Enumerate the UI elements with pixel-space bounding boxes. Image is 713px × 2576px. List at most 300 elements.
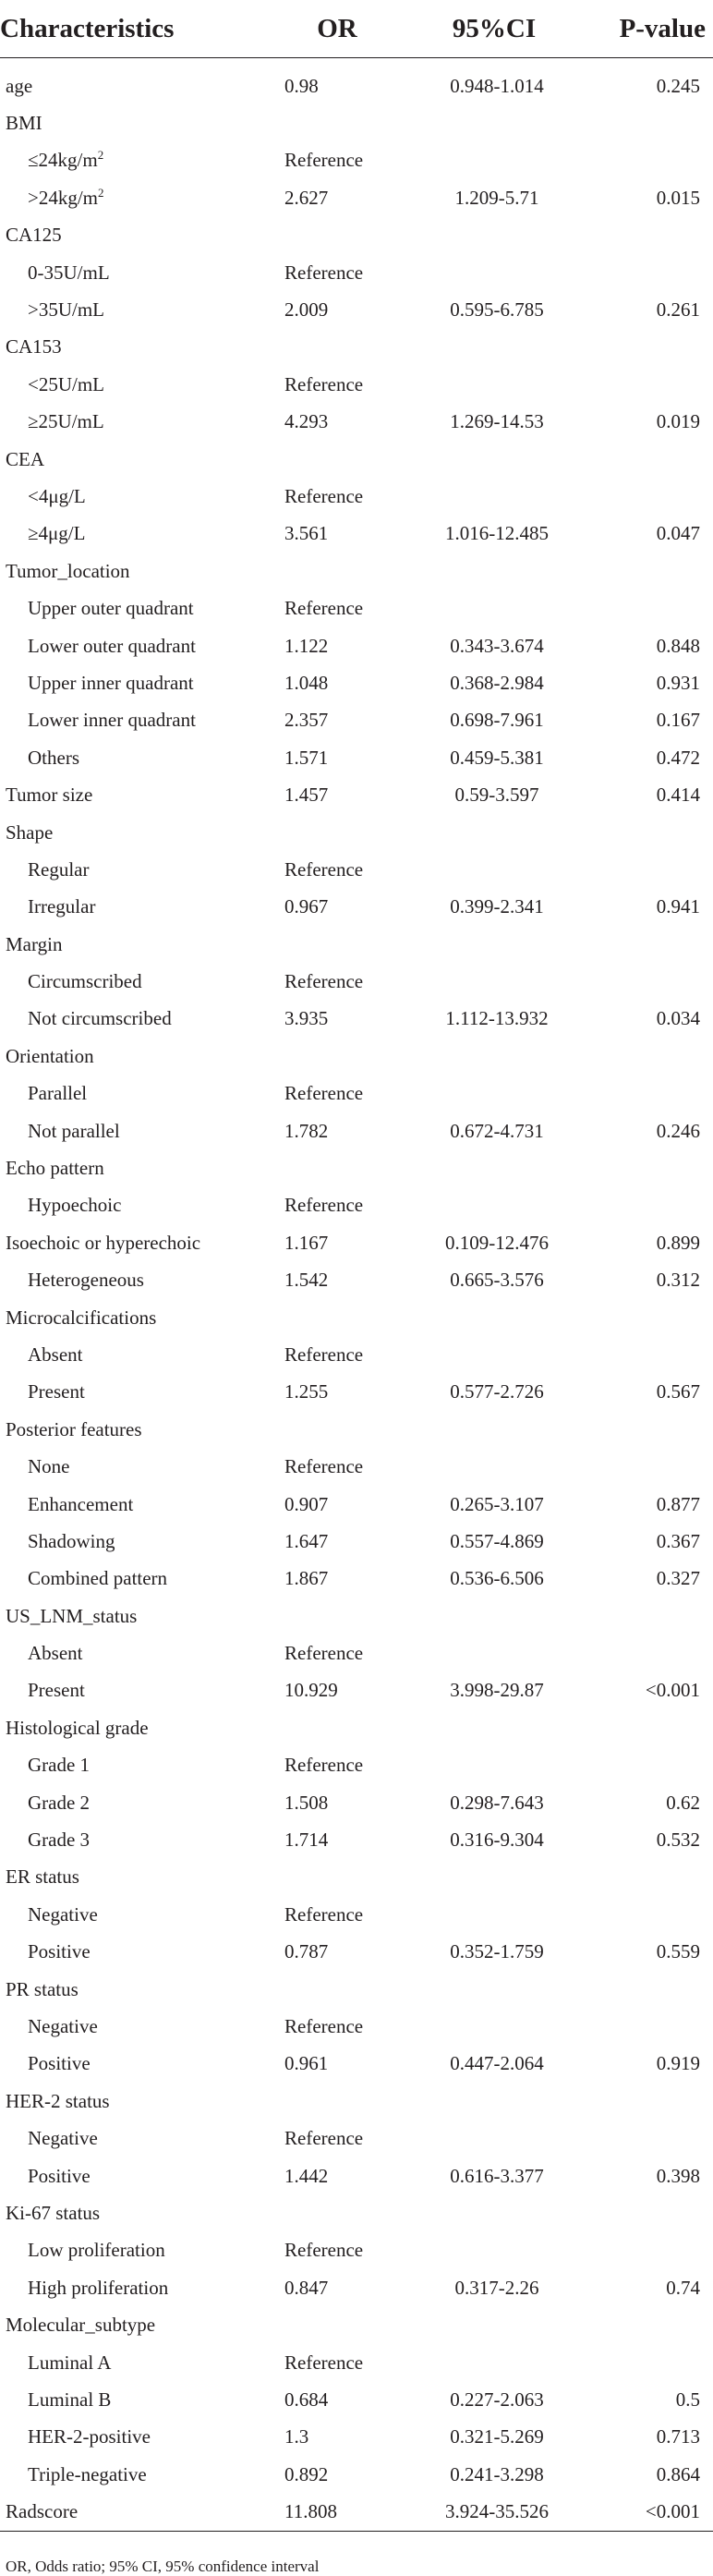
table-row (0, 179, 713, 216)
row-p-value: 0.567 (656, 1380, 700, 1403)
characteristic-label: Microcalcifications (6, 1306, 157, 1329)
table-row (0, 889, 713, 926)
row-or-value: 0.961 (284, 2052, 329, 2075)
row-ci-value: 0.616-3.377 (450, 2164, 544, 2187)
row-p-value: 0.532 (656, 1829, 700, 1852)
row-characteristic (0, 2232, 268, 2269)
table-row (0, 702, 713, 739)
table-row (0, 2232, 713, 2269)
table-row (0, 2194, 713, 2231)
row-p-value (582, 1747, 713, 1784)
table-row (0, 2083, 713, 2120)
row-p-value: <0.001 (582, 2493, 713, 2531)
characteristic-label: >35U/mL (28, 298, 105, 322)
row-ci-value: 1.209-5.71 (454, 186, 539, 209)
row-or-value: Reference (284, 2127, 364, 2150)
row-p-value: 0.019 (656, 410, 700, 433)
table-row (0, 1821, 713, 1858)
row-p-value (582, 1896, 713, 1933)
row-p-value: 0.5 (675, 2388, 700, 2411)
row-ci-value: 0.343-3.674 (450, 634, 544, 657)
row-ci-value: 0.298-7.643 (450, 1791, 544, 1814)
characteristic-label: Absent (28, 1343, 83, 1366)
row-or-value: 0.907 (284, 1492, 329, 1515)
row-characteristic (0, 2194, 268, 2231)
row-characteristic (0, 1224, 268, 1261)
row-ci-value (379, 926, 582, 963)
row-or-value: Reference (284, 1754, 364, 1777)
table-row (0, 589, 713, 626)
table-row (0, 58, 713, 105)
row-characteristic (0, 1149, 268, 1186)
row-ci-value: 0.536-6.506 (450, 1567, 544, 1590)
characteristic-label: Lower inner quadrant (28, 709, 196, 732)
row-or-value: Reference (284, 1082, 364, 1105)
row-p-value (582, 1634, 713, 1671)
header-ci: 95%CI (379, 0, 582, 58)
characteristic-label: Negative (28, 2015, 98, 2037)
characteristic-label: Combined pattern (28, 1567, 168, 1590)
row-p-value (582, 2306, 713, 2343)
row-characteristic (0, 478, 268, 515)
row-characteristic (0, 1411, 268, 1448)
row-ci-value (379, 2120, 582, 2157)
row-or-value (268, 104, 379, 141)
row-or-value (268, 1709, 379, 1746)
row-ci-value (379, 142, 582, 179)
row-p-value (582, 329, 713, 366)
row-ci-value: 0.399-2.341 (450, 895, 544, 918)
row-or-value: 10.929 (284, 1679, 338, 1702)
row-ci-value (379, 329, 582, 366)
characteristic-label: Posterior features (6, 1417, 142, 1440)
table-row (0, 1411, 713, 1448)
table-row (0, 1634, 713, 1671)
row-or-value: 1.457 (284, 784, 329, 807)
row-or-value (268, 2306, 379, 2343)
row-or-value (268, 926, 379, 963)
row-ci-value: 1.269-14.53 (450, 410, 544, 433)
row-ci-value: 0.316-9.304 (450, 1829, 544, 1852)
row-characteristic (0, 2120, 268, 2157)
table-row (0, 2381, 713, 2418)
characteristic-label: Echo pattern (6, 1157, 104, 1180)
row-characteristic (0, 516, 268, 553)
row-characteristic (0, 1709, 268, 1746)
row-p-value (582, 926, 713, 963)
row-ci-value (379, 2008, 582, 2045)
row-p-value: 0.472 (656, 746, 700, 769)
row-p-value: 0.047 (656, 522, 700, 545)
row-ci-value (379, 1448, 582, 1485)
table-row (0, 2046, 713, 2083)
characteristic-label: Isoechoic or hyperechoic (6, 1231, 201, 1254)
row-or-value: 0.892 (284, 2462, 329, 2485)
row-ci-value: 0.109-12.476 (445, 1231, 549, 1254)
row-or-value: Reference (284, 597, 364, 620)
row-p-value (582, 1709, 713, 1746)
row-ci-value: 0.577-2.726 (450, 1380, 544, 1403)
row-p-value: 0.414 (656, 784, 700, 807)
header-row (0, 0, 713, 58)
row-or-value: 2.357 (284, 709, 329, 732)
characteristic-label: Tumor size (6, 784, 93, 807)
row-ci-value (379, 366, 582, 403)
row-ci-value (379, 1075, 582, 1112)
characteristic-label: Parallel (28, 1082, 88, 1105)
table-row (0, 776, 713, 813)
row-characteristic (0, 58, 268, 105)
row-or-value: Reference (284, 1902, 364, 1926)
characteristic-label: Molecular_subtype (6, 2314, 156, 2337)
table-row (0, 1598, 713, 1634)
characteristic-label: Orientation (6, 1044, 94, 1067)
table-row (0, 2157, 713, 2194)
characteristic-label: age (6, 74, 33, 97)
row-p-value: 0.312 (656, 1269, 700, 1292)
row-ci-value: 0.227-2.063 (450, 2388, 544, 2411)
characteristic-label: Luminal A (28, 2351, 112, 2374)
table-row (0, 1038, 713, 1075)
row-characteristic (0, 1187, 268, 1224)
characteristic-label: Ki-67 status (6, 2201, 101, 2224)
table-row (0, 1859, 713, 1896)
row-characteristic (0, 1971, 268, 2008)
characteristic-label: Margin (6, 932, 63, 955)
table-row (0, 1299, 713, 1336)
table-row (0, 329, 713, 366)
row-ci-value (379, 1709, 582, 1746)
characteristic-label: Not circumscribed (28, 1007, 172, 1030)
row-characteristic (0, 2269, 268, 2306)
row-p-value (582, 851, 713, 888)
table-row (0, 1262, 713, 1299)
row-ci-value: 0.557-4.869 (450, 1529, 544, 1552)
table-row (0, 1336, 713, 1373)
characteristic-label: HER-2-positive (28, 2425, 151, 2448)
row-or-value (268, 441, 379, 478)
row-ci-value: 0.241-3.298 (450, 2462, 544, 2485)
row-ci-value (379, 1634, 582, 1671)
row-characteristic (0, 851, 268, 888)
table-row (0, 1523, 713, 1560)
row-or-value: 2.627 (284, 186, 329, 209)
row-ci-value (379, 1896, 582, 1933)
row-or-value: 3.935 (284, 1007, 329, 1030)
characteristic-label: Grade 2 (28, 1791, 91, 1814)
row-characteristic (0, 1262, 268, 1299)
row-p-value: 0.899 (656, 1231, 700, 1254)
table-row (0, 1486, 713, 1523)
row-ci-value (379, 217, 582, 254)
row-p-value (582, 963, 713, 1000)
characteristic-label: Radscore (6, 2500, 79, 2523)
row-ci-value (379, 589, 582, 626)
row-ci-value (379, 814, 582, 851)
row-p-value (582, 2344, 713, 2381)
row-characteristic (0, 963, 268, 1000)
row-ci-value (379, 1038, 582, 1075)
characteristic-label: Heterogeneous (28, 1269, 144, 1292)
table-row (0, 1784, 713, 1821)
row-ci-value (379, 2306, 582, 2343)
table-row (0, 104, 713, 141)
table-row (0, 739, 713, 776)
row-ci-value: 0.265-3.107 (450, 1492, 544, 1515)
table-row (0, 2493, 713, 2531)
characteristic-label: Negative (28, 2127, 98, 2150)
row-p-value: 0.261 (656, 298, 700, 322)
characteristic-label: Positive (28, 2052, 91, 2075)
row-characteristic (0, 1821, 268, 1858)
row-or-value: 11.808 (268, 2493, 379, 2531)
characteristic-label: Shadowing (28, 1529, 115, 1552)
row-ci-value: 0.321-5.269 (450, 2425, 544, 2448)
table-row (0, 1112, 713, 1149)
unit-superscript: 2 (98, 185, 104, 200)
row-or-value (268, 2194, 379, 2231)
characteristic-label: Present (28, 1679, 85, 1702)
row-characteristic (0, 589, 268, 626)
row-p-value (582, 1075, 713, 1112)
row-ci-value: 3.924-35.526 (379, 2493, 582, 2531)
header-p-value: P-value (582, 0, 713, 58)
row-ci-value: 0.665-3.576 (450, 1269, 544, 1292)
row-p-value: 0.034 (656, 1007, 700, 1030)
row-p-value (582, 1187, 713, 1224)
characteristic-label: Upper outer quadrant (28, 597, 194, 620)
header-characteristics: Characteristics (0, 0, 268, 58)
row-or-value: 1.714 (284, 1829, 329, 1852)
row-or-value: 1.508 (284, 1791, 329, 1814)
row-characteristic (0, 2381, 268, 2418)
row-ci-value (379, 1859, 582, 1896)
row-ci-value: 0.672-4.731 (450, 1119, 544, 1142)
row-or-value: Reference (284, 149, 364, 172)
row-p-value (582, 2083, 713, 2120)
row-or-value: Reference (284, 1455, 364, 1478)
row-p-value: 0.327 (656, 1567, 700, 1590)
row-p-value: 0.877 (656, 1492, 700, 1515)
characteristic-label: Upper inner quadrant (28, 671, 194, 694)
characteristic-label: CA153 (6, 335, 62, 358)
row-characteristic (0, 1336, 268, 1373)
row-characteristic (0, 739, 268, 776)
row-p-value: 0.245 (656, 74, 700, 97)
row-characteristic (0, 1784, 268, 1821)
row-ci-value (379, 2232, 582, 2269)
row-characteristic (0, 814, 268, 851)
unit-superscript: 2 (97, 148, 104, 163)
characteristic-label: Positive (28, 2164, 91, 2187)
row-p-value (582, 1149, 713, 1186)
characteristic-label: Positive (28, 1940, 91, 1963)
table-row (0, 1224, 713, 1261)
row-or-value: 4.293 (284, 410, 329, 433)
row-ci-value: 0.459-5.381 (450, 746, 544, 769)
characteristic-label: Shape (6, 820, 54, 844)
row-characteristic (0, 179, 268, 216)
row-p-value (582, 589, 713, 626)
row-ci-value: 0.59-3.597 (454, 784, 539, 807)
table-row (0, 1709, 713, 1746)
row-characteristic (0, 702, 268, 739)
characteristic-label: Circumscribed (28, 970, 142, 993)
characteristic-label: Grade 1 (28, 1754, 91, 1777)
table-row (0, 814, 713, 851)
row-ci-value: 3.998-29.87 (450, 1679, 544, 1702)
row-p-value (582, 1448, 713, 1485)
row-or-value: Reference (284, 1642, 364, 1665)
row-characteristic (0, 1001, 268, 1038)
characteristic-label: Others (28, 746, 79, 769)
row-or-value: Reference (284, 857, 364, 881)
row-p-value: 0.015 (656, 186, 700, 209)
row-characteristic (0, 2306, 268, 2343)
row-ci-value (379, 2083, 582, 2120)
characteristic-label: Not parallel (28, 1119, 120, 1142)
row-p-value: 0.919 (656, 2052, 700, 2075)
row-p-value (582, 441, 713, 478)
row-or-value (268, 1038, 379, 1075)
table-row (0, 1374, 713, 1411)
row-ci-value (379, 1747, 582, 1784)
row-or-value (268, 814, 379, 851)
row-or-value (268, 1149, 379, 1186)
table-row (0, 291, 713, 328)
row-ci-value (379, 963, 582, 1000)
row-characteristic (0, 1561, 268, 1598)
row-ci-value (379, 1971, 582, 2008)
row-or-value: Reference (284, 2015, 364, 2037)
row-or-value: 1.542 (284, 1269, 329, 1292)
row-ci-value: 0.317-2.26 (454, 2276, 539, 2299)
row-or-value: 1.3 (284, 2425, 309, 2448)
row-p-value: 0.931 (656, 671, 700, 694)
row-or-value: 1.255 (284, 1380, 329, 1403)
row-or-value (268, 1299, 379, 1336)
row-characteristic (0, 1448, 268, 1485)
row-p-value: 0.74 (666, 2276, 700, 2299)
row-p-value (582, 553, 713, 589)
table-row (0, 2456, 713, 2493)
characteristic-label: Tumor_location (6, 559, 130, 582)
row-characteristic (0, 553, 268, 589)
row-characteristic (0, 329, 268, 366)
characteristic-label: Lower outer quadrant (28, 634, 196, 657)
characteristic-label: ≥4μg/L (28, 522, 86, 545)
row-p-value (582, 1299, 713, 1336)
row-or-value: 0.847 (284, 2276, 329, 2299)
table-row (0, 1075, 713, 1112)
row-p-value (582, 814, 713, 851)
row-characteristic (0, 366, 268, 403)
row-or-value: 1.647 (284, 1529, 329, 1552)
row-characteristic (0, 2008, 268, 2045)
row-or-value: 0.98 (284, 74, 319, 97)
row-characteristic (0, 1299, 268, 1336)
row-or-value: 0.684 (284, 2388, 329, 2411)
table-row (0, 1187, 713, 1224)
row-characteristic (0, 142, 268, 179)
characteristic-label: ≥25U/mL (28, 410, 104, 433)
table-row (0, 1747, 713, 1784)
table-row (0, 441, 713, 478)
row-p-value: 0.246 (656, 1119, 700, 1142)
row-p-value: 0.167 (656, 709, 700, 732)
row-p-value: 0.559 (656, 1940, 700, 1963)
row-characteristic (0, 1374, 268, 1411)
characteristic-label: US_LNM_status (6, 1604, 138, 1627)
table-row (0, 1448, 713, 1485)
characteristic-label: BMI (6, 112, 42, 135)
row-or-value (268, 1411, 379, 1448)
row-ci-value: 1.112-13.932 (445, 1007, 549, 1030)
table-row (0, 1971, 713, 2008)
row-characteristic (0, 926, 268, 963)
table-header (0, 0, 713, 58)
characteristic-label: <25U/mL (28, 372, 105, 395)
row-p-value (582, 2194, 713, 2231)
characteristic-label: ER status (6, 1865, 79, 1889)
row-or-value (268, 1971, 379, 2008)
table-row (0, 1896, 713, 1933)
characteristic-label: CA125 (6, 224, 62, 247)
row-p-value: <0.001 (645, 1679, 700, 1702)
table-row (0, 404, 713, 441)
row-characteristic (0, 1112, 268, 1149)
row-ci-value (379, 1149, 582, 1186)
table-row (0, 366, 713, 403)
row-ci-value (379, 254, 582, 291)
row-or-value: Reference (284, 372, 364, 395)
characteristic-label: High proliferation (28, 2276, 169, 2299)
table-row (0, 2008, 713, 2045)
row-ci-value (379, 553, 582, 589)
characteristic-label: Regular (28, 857, 90, 881)
row-p-value (582, 217, 713, 254)
row-or-value: 1.442 (284, 2164, 329, 2187)
characteristic-label: Grade 3 (28, 1829, 91, 1852)
characteristic-label: Irregular (28, 895, 96, 918)
table-body (0, 58, 713, 2532)
table-row (0, 2120, 713, 2157)
row-characteristic (0, 2493, 268, 2531)
table-row (0, 851, 713, 888)
row-or-value: Reference (284, 1343, 364, 1366)
table-row (0, 1672, 713, 1709)
row-ci-value (379, 478, 582, 515)
characteristic-label: ≤24kg/m (28, 149, 98, 172)
table-row (0, 664, 713, 701)
table-footnote: OR, Odds ratio; 95% CI, 95% confidence interval (6, 2557, 320, 2575)
characteristic-label: HER-2 status (6, 2089, 110, 2112)
table-row (0, 963, 713, 1000)
row-p-value: 0.941 (656, 895, 700, 918)
row-characteristic (0, 441, 268, 478)
row-ci-value: 1.016-12.485 (445, 522, 549, 545)
row-or-value: Reference (284, 261, 364, 284)
row-ci-value: 0.698-7.961 (450, 709, 544, 732)
table-row (0, 2344, 713, 2381)
row-characteristic (0, 776, 268, 813)
row-characteristic (0, 2046, 268, 2083)
table-row (0, 2306, 713, 2343)
table-row (0, 553, 713, 589)
row-or-value: 1.782 (284, 1119, 329, 1142)
row-or-value (268, 329, 379, 366)
row-or-value: 0.967 (284, 895, 329, 918)
